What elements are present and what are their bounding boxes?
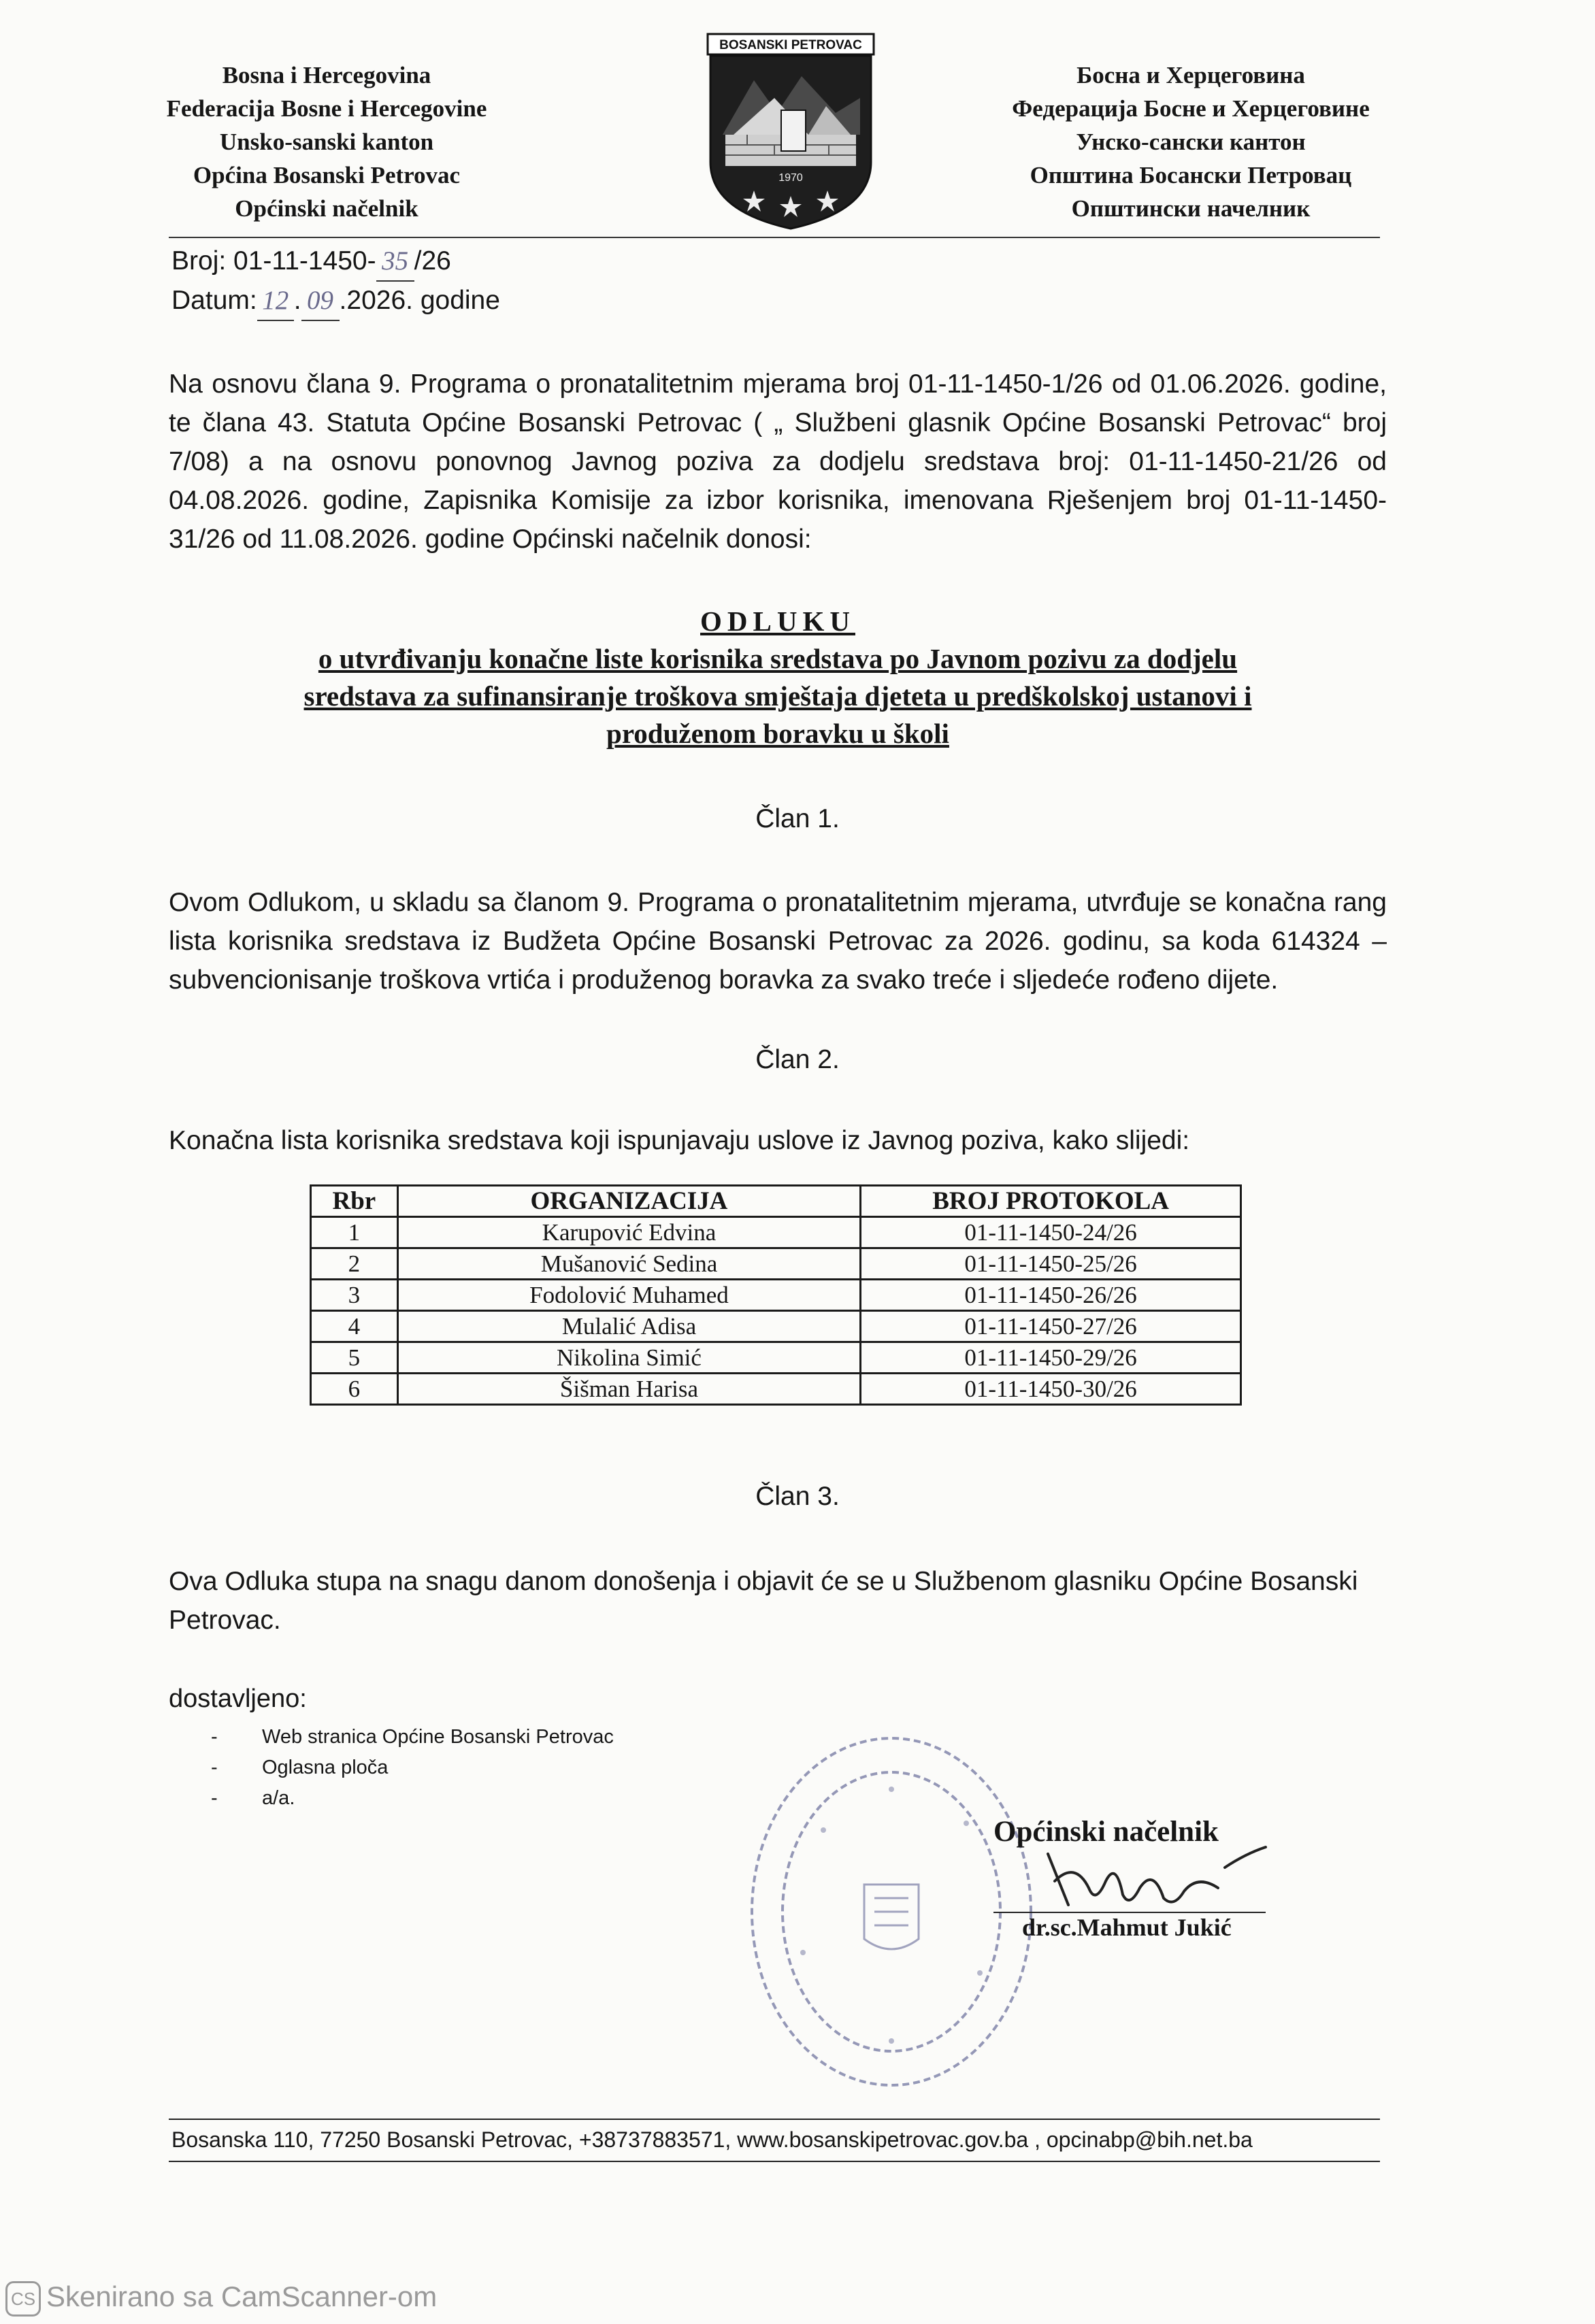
- article-2-heading: Član 2.: [755, 1045, 840, 1074]
- header-line: Општински начелник: [1071, 195, 1311, 222]
- header-line: Općina Bosanski Petrovac: [193, 162, 461, 188]
- table-row: [311, 1342, 1241, 1374]
- document-date: [171, 282, 500, 321]
- header-line: Bosna i Hercegovina: [222, 62, 431, 88]
- handwritten-day: 12: [257, 282, 294, 321]
- municipality-crest-icon: [706, 33, 875, 231]
- crest-year: 1970: [778, 172, 803, 184]
- decision-title-block: [169, 603, 1387, 752]
- article-3-heading: Član 3.: [755, 1482, 840, 1511]
- date-label: Datum:: [171, 286, 257, 315]
- column-header-rbr: Rbr: [311, 1186, 398, 1217]
- row-protocol: 01-11-1450-30/26: [861, 1374, 1241, 1405]
- table-row: [311, 1248, 1241, 1280]
- list-item: - Web stranica Općine Bosanski Petrovac: [211, 1722, 614, 1753]
- signatory-name: dr.sc.Mahmut Jukić: [1022, 1914, 1232, 1941]
- column-header-broj-protokola: BROJ PROTOKOLA: [861, 1186, 1241, 1217]
- header-divider: [169, 237, 1380, 238]
- date-separator: .: [293, 286, 301, 315]
- decision-subtitle-line: sredstava za sufinansiranje troškova smještaja djeteta u predškolskoj ustanovi i: [303, 680, 1252, 712]
- footer-divider: [169, 2119, 1380, 2120]
- table-row: [311, 1280, 1241, 1311]
- decision-subtitle-line: produženom boravku u školi: [606, 718, 949, 749]
- row-number: 4: [311, 1311, 398, 1342]
- row-protocol: 01-11-1450-26/26: [861, 1280, 1241, 1311]
- article-2-text: Konačna lista korisnika sredstava koji ispunjavaju uslove iz Javnog poziva, kako slijedi:: [169, 1126, 1190, 1155]
- row-number: 5: [311, 1342, 398, 1374]
- date-suffix: .2026. godine: [339, 286, 500, 315]
- crest-name: BOSANSKI PETROVAC: [719, 38, 862, 52]
- article-3-text: Ova Odluka stupa na snagu danom donošenja i objavit će se u Službenom glasniku Općine Bosanski Petrovac.: [169, 1567, 1358, 1635]
- row-protocol: 01-11-1450-24/26: [861, 1217, 1241, 1248]
- column-header-organizacija: ORGANIZACIJA: [397, 1186, 860, 1217]
- footer-contact: Bosanska 110, 77250 Bosanski Petrovac, +38737883571, www.bosanskipetrovac.gov.ba , opcinabp@bih.net.ba: [171, 2127, 1253, 2152]
- recipients-label: dostavljeno:: [169, 1684, 307, 1713]
- header-line: Општина Босански Петровац: [1030, 162, 1352, 188]
- row-name: Karupović Edvina: [397, 1217, 860, 1248]
- row-name: Mušanović Sedina: [397, 1248, 860, 1280]
- header-cyrillic: [946, 59, 1436, 225]
- handwritten-month: 09: [301, 282, 340, 321]
- row-name: Fodolović Muhamed: [397, 1280, 860, 1311]
- row-protocol: 01-11-1450-29/26: [861, 1342, 1241, 1374]
- camscanner-icon: CS: [5, 2281, 41, 2317]
- row-number: 1: [311, 1217, 398, 1248]
- preamble: Na osnovu člana 9. Programa o pronatalitetnim mjerama broj 01-11-1450-1/26 od 01.06.2026. godine, te člana 43. Statuta Općine Bosanski Petrovac ( „ Službeni glasnik Općine Bosanski Petrovac“ broj 7/08) a na osnovu ponovnog Javnog poziva za dodjelu sredstava broj: 01-11-1450-21/26 od 04.08.2026. godine, Zapisnika Komisije za izbor korisnika, imenovana Rješenjem broj 01-11-1450-31/26 od 11.08.2026. godine Općinski načelnik donosi:: [169, 369, 1387, 554]
- row-number: 6: [311, 1374, 398, 1405]
- table-row: [311, 1374, 1241, 1405]
- header-line: Унско-сански кантон: [1076, 129, 1306, 155]
- decision-title: ODLUKU: [700, 605, 855, 637]
- row-name: Nikolina Simić: [397, 1342, 860, 1374]
- table-row: [311, 1217, 1241, 1248]
- decision-subtitle-line: o utvrđivanju konačne liste korisnika sredstava po Javnom pozivu za dodjelu: [318, 643, 1238, 674]
- recipients-list: [211, 1722, 614, 1814]
- signatory-title: Općinski načelnik: [993, 1816, 1219, 1848]
- table-header-row: [311, 1186, 1241, 1217]
- handwritten-number: 35: [376, 242, 414, 282]
- row-protocol: 01-11-1450-27/26: [861, 1311, 1241, 1342]
- row-name: Šišman Harisa: [397, 1374, 860, 1405]
- header-line: Federacija Bosne i Hercegovine: [166, 95, 487, 122]
- row-protocol: 01-11-1450-25/26: [861, 1248, 1241, 1280]
- header-line: Федерација Босне и Херцеговине: [1012, 95, 1370, 122]
- header-line: Općinski načelnik: [235, 195, 418, 222]
- header-line: Unsko-sanski kanton: [219, 129, 434, 155]
- list-item: - a/a.: [211, 1783, 614, 1814]
- beneficiary-table: [310, 1184, 1242, 1406]
- header-line: Босна и Херцеговина: [1076, 62, 1305, 88]
- scanner-watermark: [5, 2280, 437, 2317]
- scanner-text: Skenirano sa CamScanner-om: [46, 2280, 438, 2312]
- table-row: [311, 1311, 1241, 1342]
- row-number: 3: [311, 1280, 398, 1311]
- reference-number: [171, 242, 451, 282]
- header-latin: [82, 59, 572, 225]
- reference-label: Broj: 01-11-1450-: [171, 246, 376, 276]
- handwritten-signature-icon: [1021, 1840, 1272, 1922]
- list-item: - Oglasna ploča: [211, 1753, 614, 1783]
- footer-divider-bottom: [169, 2161, 1380, 2162]
- row-name: Mulalić Adisa: [397, 1311, 860, 1342]
- row-number: 2: [311, 1248, 398, 1280]
- reference-suffix: /26: [414, 246, 451, 276]
- article-1-heading: Član 1.: [755, 804, 840, 833]
- article-1-text: Ovom Odlukom, u skladu sa članom 9. Programa o pronatalitetnim mjerama, utvrđuje se konačna rang lista korisnika sredstava iz Budžeta Općine Bosanski Petrovac za 2026. godinu, sa koda 614324 – subvencionisanje troškova vrtića i produženog boravka za svako treće i sljedeće rođeno dijete.: [169, 888, 1387, 995]
